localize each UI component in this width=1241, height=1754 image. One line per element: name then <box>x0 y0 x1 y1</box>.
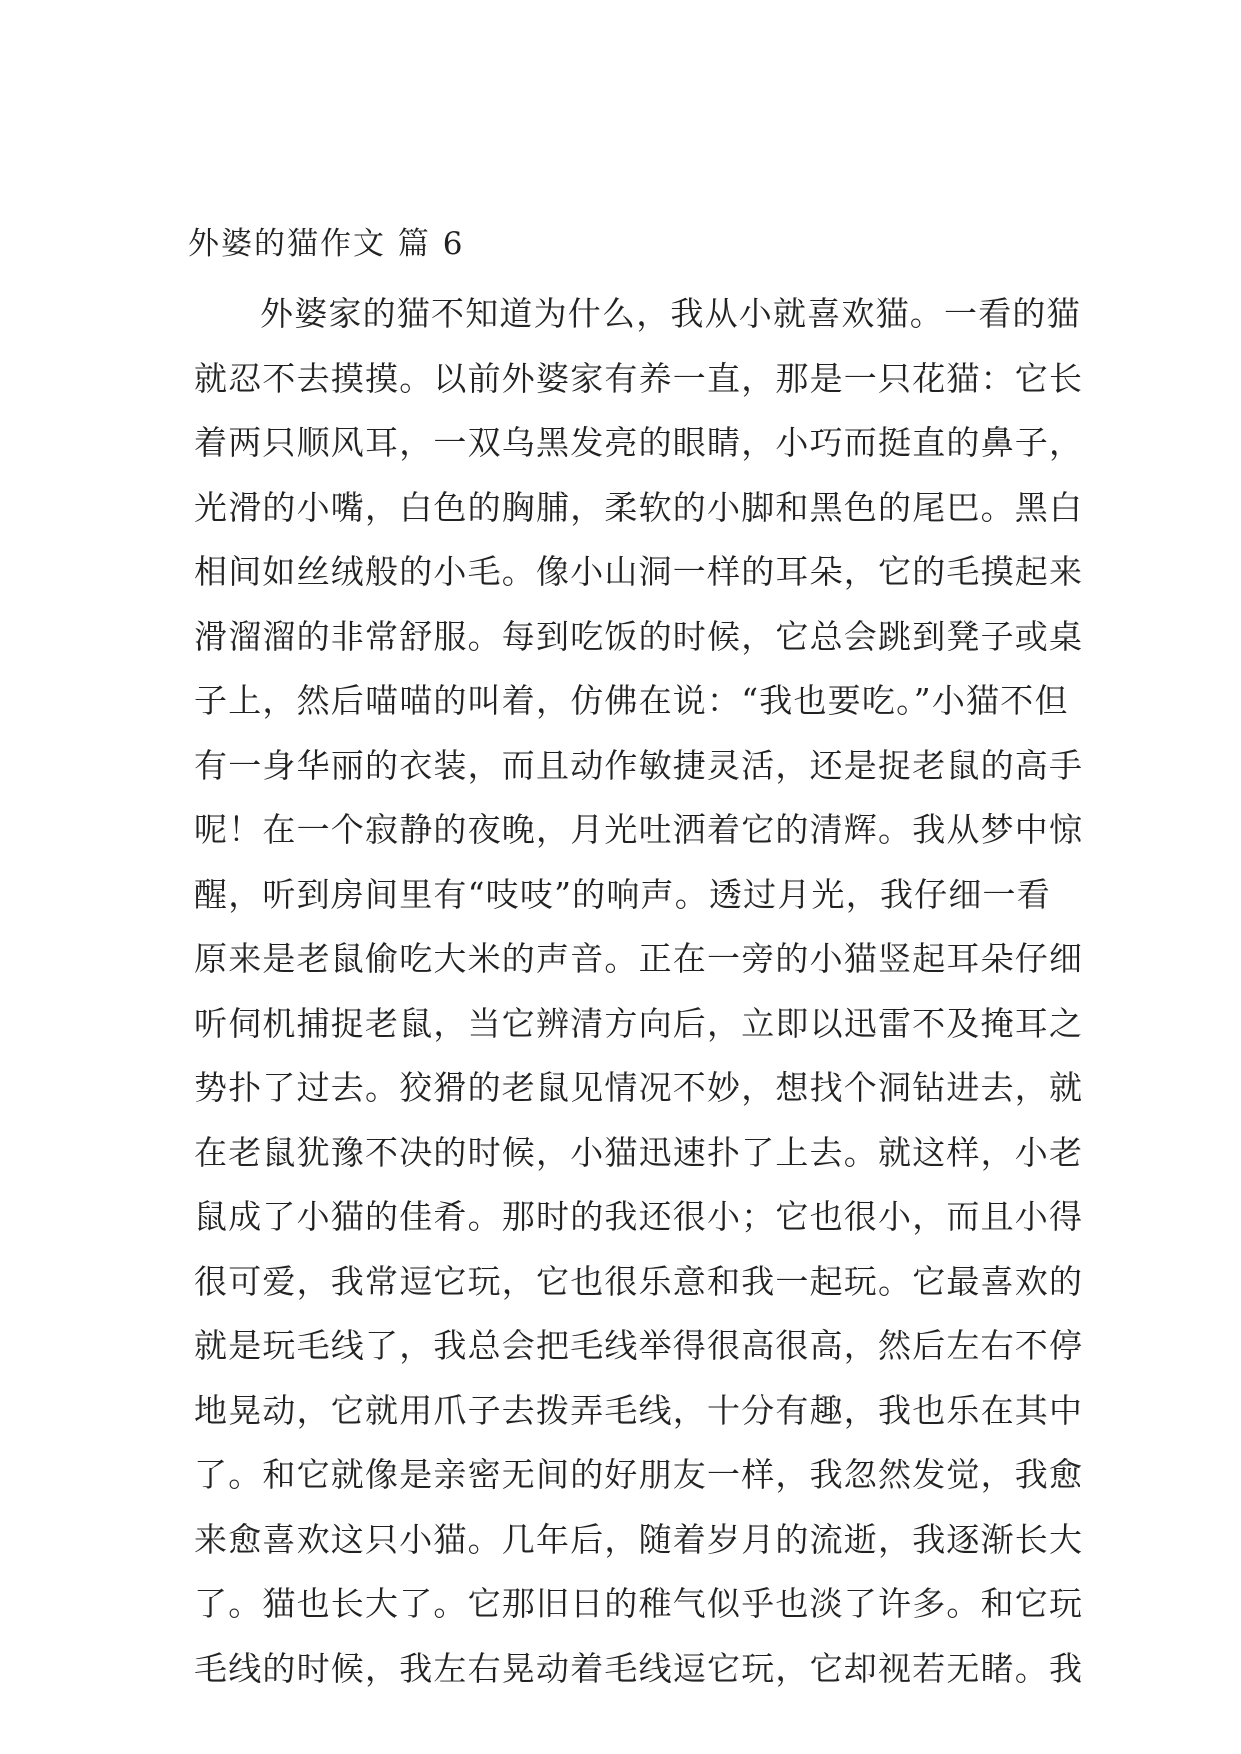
text-line: 了。猫也长大了。它那旧日的稚气似乎也淡了许多。和它玩 <box>194 1584 1084 1623</box>
text-line: 呢！在一个寂静的夜晚，月光吐洒着它的清辉。我从梦中惊 <box>194 810 1084 849</box>
text-line: 了。和它就像是亲密无间的好朋友一样，我忽然发觉，我愈 <box>194 1455 1084 1494</box>
text-line: 很可爱，我常逗它玩，它也很乐意和我一起玩。它最喜欢的 <box>194 1261 1084 1301</box>
text-line: 子上，然后喵喵的叫着，仿佛在说：“我也要吃。”小猫不但 <box>194 681 1069 720</box>
text-line: 滑溜溜的非常舒服。每到吃饭的时候，它总会跳到凳子或桌 <box>194 616 1084 656</box>
text-line: 鼠成了小猫的佳肴。那时的我还很小；它也很小，而且小得 <box>194 1197 1084 1236</box>
text-line: 地晃动，它就用爪子去拨弄毛线，十分有趣，我也乐在其中 <box>194 1390 1084 1430</box>
text-line: 就忍不去摸摸。以前外婆家有养一直，那是一只花猫：它长 <box>194 358 1084 398</box>
text-line: 外婆家的猫不知道为什么，我从小就喜欢猫。一看的猫 <box>260 294 1081 333</box>
text-line: 毛线的时候，我左右晃动着毛线逗它玩，它却视若无睹。我 <box>194 1648 1084 1688</box>
text-line: 来愈喜欢这只小猫。几年后，随着岁月的流逝，我逐渐长大 <box>194 1519 1084 1559</box>
text-line: 势扑了过去。狡猾的老鼠见情况不妙，想找个洞钻进去，就 <box>194 1068 1084 1107</box>
text-line: 听伺机捕捉老鼠，当它辨清方向后，立即以迅雷不及掩耳之 <box>194 1003 1084 1043</box>
essay-body <box>194 282 1084 1701</box>
text-line: 光滑的小嘴，白色的胸脯，柔软的小脚和黑色的尾巴。黑白 <box>194 487 1084 527</box>
text-line: 原来是老鼠偷吃大米的声音。正在一旁的小猫竖起耳朵仔细 <box>194 939 1084 978</box>
text-line: 就是玩毛线了，我总会把毛线举得很高很高，然后左右不停 <box>194 1326 1084 1365</box>
text-line: 相间如丝绒般的小毛。像小山洞一样的耳朵，它的毛摸起来 <box>194 552 1084 591</box>
text-line: 在老鼠犹豫不决的时候，小猫迅速扑了上去。就这样，小老 <box>194 1132 1084 1172</box>
document-title: 外婆的猫作文 篇 6 <box>188 226 465 262</box>
text-line: 醒，听到房间里有“吱吱”的响声。透过月光，我仔细一看 <box>194 874 1051 914</box>
text-line: 着两只顺风耳，一双乌黑发亮的眼睛，小巧而挺直的鼻子， <box>194 423 1084 462</box>
text-line: 有一身华丽的衣装，而且动作敏捷灵活，还是捉老鼠的高手 <box>194 745 1084 785</box>
